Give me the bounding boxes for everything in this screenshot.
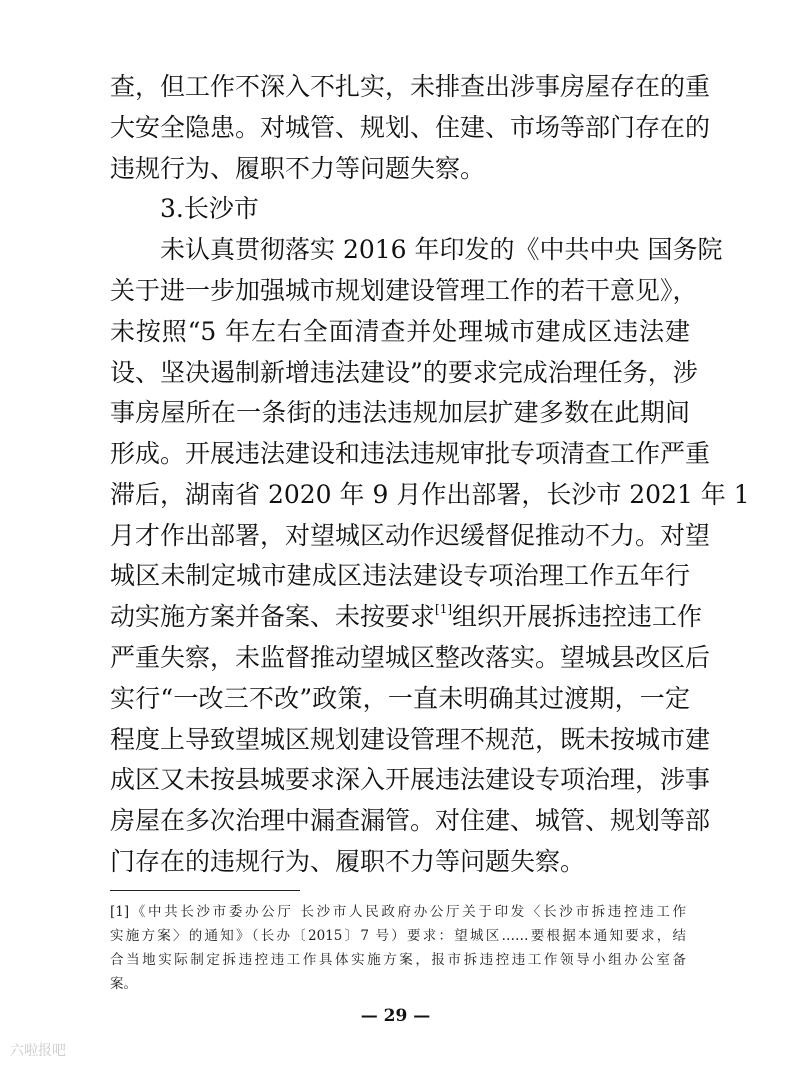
section-heading: 3.长沙市 [160,194,259,223]
body-line: 滞后，湖南省 2020 年 9 月作出部署，长沙市 2021 年 1 [110,480,750,509]
body-line: 违规行为、履职不力等问题失察。 [110,154,486,183]
watermark: 六啦报吧 [10,1043,66,1059]
footnote-line: 案。 [110,976,137,992]
body-line: 严重失察，未监督推动望城区整改落实。望城县改区后 [110,643,711,672]
body-line: 关于进一步加强城市规划建设管理工作的若干意见》， [110,276,698,305]
footnote-line: 合当地实际制定拆违控违工作具体实施方案，报市拆违控违工作领导小组办公室备 [110,952,686,968]
body-line: 成区又未按县城要求深入开展违法建设专项治理，涉事 [110,765,711,794]
body-line: 查，但工作不深入不扎实，未排查出涉事房屋存在的重 [110,72,711,101]
footnote-reference[interactable]: [1] [435,602,453,616]
body-line: 未认真贯彻落实 2016 年印发的《中共中央 国务院 [160,235,723,264]
body-line: 程度上导致望城区规划建设管理不规范，既未按城市建 [110,725,711,754]
body-line: 实行“一改三不改”政策，一直未明确其过渡期，一定 [110,684,690,713]
footnote-divider [110,890,300,891]
footnote-line: 实施方案〉的通知》（长办〔2015〕7 号）要求：望城区……要根据本通知要求，结 [110,928,686,944]
body-line: 城区未制定城市建成区违法建设专项治理工作五年行 [110,561,690,590]
page-number: — 29 — [360,1006,431,1026]
body-text: 组织开展拆违控违工作 [452,602,703,631]
body-line: 设、坚决遏制新增违法建设”的要求完成治理任务，涉 [110,358,698,387]
body-line: 门存在的违规行为、履职不力等问题失察。 [110,847,586,876]
body-line: 事房屋所在一条街的违法违规加层扩建多数在此期间 [110,398,690,427]
body-line: 未按照“5 年左右全面清查并处理城市建成区违法建 [110,317,690,346]
body-line: 月才作出部署，对望城区动作迟缓督促推动不力。对望 [110,521,711,550]
body-line: 大安全隐患。对城管、规划、住建、市场等部门存在的 [110,113,711,142]
body-text: 动实施方案并备案、未按要求 [110,602,436,631]
body-line: 房屋在多次治理中漏查漏管。对住建、城管、规划等部 [110,806,711,835]
body-line-with-footnote [110,595,703,639]
footnote-line: [1]《中共长沙市委办公厅 长沙市人民政府办公厅关于印发〈长沙市拆违控违工作 [110,904,686,920]
body-line: 形成。开展违法建设和违法违规审批专项清查工作严重 [110,439,711,468]
